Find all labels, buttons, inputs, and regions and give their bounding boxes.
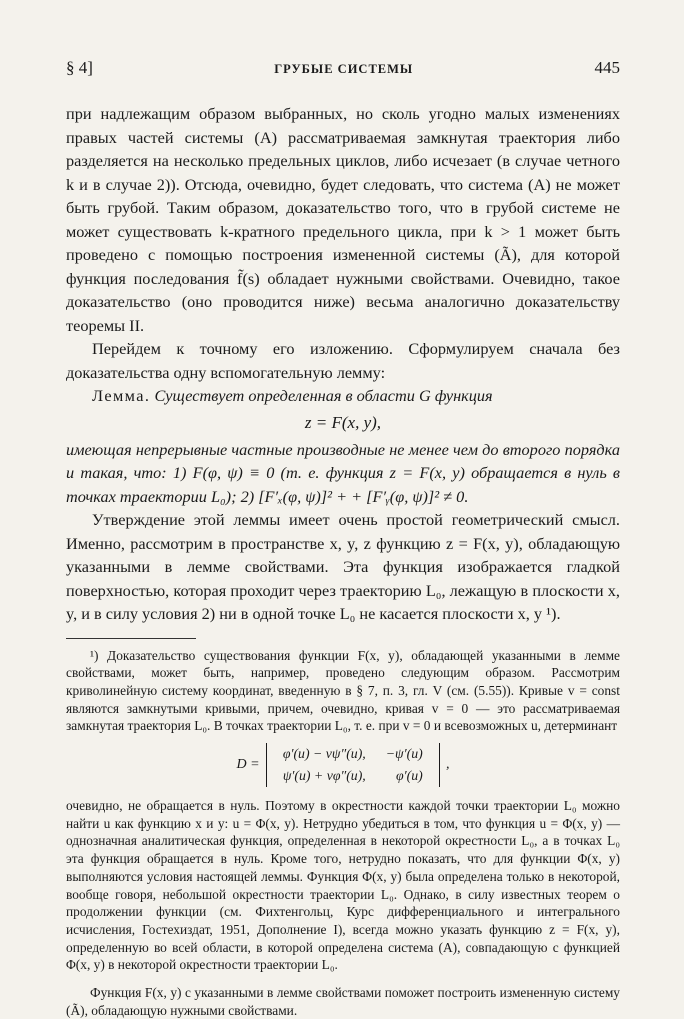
determinant-cell: φ′(u) xyxy=(376,765,433,787)
section-marker: § 4] xyxy=(66,58,93,78)
determinant-matrix xyxy=(273,743,433,787)
lemma-statement xyxy=(66,384,620,408)
determinant-right-bar xyxy=(439,743,440,787)
footnote-paragraph-1: ¹) Доказательство существования функции F(x, y), обладающей указанными в лемме свойствами, может быть, например, проведено следующим образом. Рассмотрим криволинейную систему координат, введенную в § 7, п. 3, гл. V (см. (5.55)). Кривые v = const являются замкнутыми кривыми, причем, очевидно, кривая v = 0 — это рассматриваемая замкнутая траектория L₀. В точках траектории L₀, т. е. при v = 0 и всевозможных u, детерминант xyxy=(66,647,620,736)
determinant-formula xyxy=(66,743,620,787)
paragraph-3: Утверждение этой леммы имеет очень простой геометрический смысл. Именно, рассмотрим в пространстве x, y, z функцию z = F(x, y), обладающую указанными в лемме свойствами. Эта функция изображается гладкой поверхностью, которая проходит через траекторию L₀, лежащую в плоскости x, y, и в силу условия 2) ни в одной точке L₀ не касается плоскости x, y ¹). xyxy=(66,508,620,626)
determinant-left-bar xyxy=(266,743,267,787)
determinant-cell: −ψ′(u) xyxy=(376,743,433,765)
page-number: 445 xyxy=(595,58,621,78)
determinant-cell: φ′(u) − vψ″(u), xyxy=(273,743,376,765)
determinant-cell: ψ′(u) + vφ″(u), xyxy=(273,765,376,787)
paragraph-2: Перейдем к точному его изложению. Сформулируем сначала без доказательства одну вспомогательную лемму: xyxy=(66,337,620,384)
footnote-paragraph-3: Функция F(x, y) с указанными в лемме свойствами поможет построить измененную систему (Ã), обладающую нужными свойствами. xyxy=(66,984,620,1019)
lemma-continuation: имеющая непрерывные частные производные не менее чем до второго порядка и такая, что: 1) F(φ, ψ) ≡ 0 (т. е. функция z = F(x, y) обращается в нуль в точках траектории L₀); 2) [F′ₓ(φ, ψ)]² + + [F′ᵧ(φ, ψ)]² ≠ 0. xyxy=(66,438,620,509)
lemma-label: Лемма. xyxy=(92,386,150,405)
determinant-end: , xyxy=(446,757,450,773)
determinant-lhs: D = xyxy=(236,757,259,773)
main-text xyxy=(66,102,620,626)
lemma-text: Существует определенная в области G функция xyxy=(154,386,492,405)
lemma-formula: z = F(x, y), xyxy=(66,408,620,438)
running-title: ГРУБЫЕ СИСТЕМЫ xyxy=(274,62,413,77)
footnote-paragraph-2: очевидно, не обращается в нуль. Поэтому в окрестности каждой точки траектории L₀ можно найти u как функцию x и y: u = Φ(x, y). Нетрудно убедиться в том, что функция u = Φ(x, y) — однозначная аналитическая функция, определенная в некоторой окрестности L₀, а в точках L₀ эта функция обращается в нуль. Кроме того, нетрудно показать, что для функции Φ(x, y) выполняются условия настоящей леммы. Функция Φ(x, y) была определена только в некоторой, вообще говоря, небольшой окрестности траектории L₀. Однако, в силу известных теорем о продолжении функции (см. Фихтенгольц, Курс дифференциального и интегрального исчисления, Гостехиздат, 1951, Дополнение I), всегда можно указать функцию z = F(x, y), определенную во всей области, в которой определена система (A), совпадающую с функцией Φ(x, y) в некоторой окрестности траектории L₀. xyxy=(66,797,620,974)
paragraph-1: при надлежащим образом выбранных, но сколь угодно малых изменениях правых частей системы (A) рассматриваемая замкнутая траектория либо разделяется на несколько предельных циклов, либо исчезает (в случае четного k и в случае 2)). Отсюда, очевидно, будет следовать, что система (A) не может быть грубой. Таким образом, доказательство того, что в грубой системе не может существовать k-кратного предельного цикла, при k > 1 может быть проведено с помощью построения измененной системы (Ã), для которой функция последования f̃(s) обладает нужными свойствами. Очевидно, такое доказательство (оно проводится ниже) весьма аналогично доказательству теоремы II. xyxy=(66,102,620,337)
running-header xyxy=(66,58,620,78)
footnote-rule xyxy=(66,638,196,639)
footnote xyxy=(66,647,620,1019)
